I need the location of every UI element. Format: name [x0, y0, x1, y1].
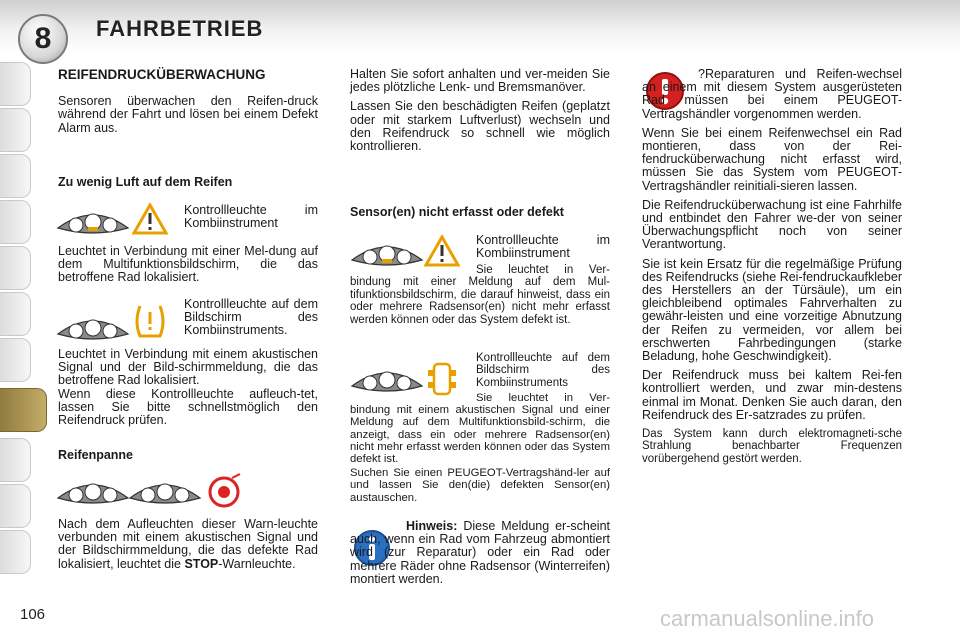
watermark: carmanualsonline.info	[660, 606, 875, 631]
tire-change-text: Wenn Sie bei einem Reifenwechsel ein Rad montieren, dass von der Rei-fendrucküberwachung nicht erfasst wird, müssen Sie das System vom PEUGEOT-Vertragshändler reinitiali-sieren lassen.	[642, 125, 902, 193]
warning-triangle-icon	[132, 202, 168, 236]
instrument-cluster-icon	[56, 208, 130, 236]
lamp2-text: Leuchtet in Verbindung mit einem akustischen Signal und der Bild-schirmmeldung, die das betroffene Rad lokalisiert.	[58, 347, 318, 388]
puncture-text	[58, 518, 318, 571]
puncture-text-b: -Warnleuchte.	[218, 556, 296, 571]
right-column	[642, 68, 902, 465]
hint-wrap	[350, 520, 610, 586]
chapter-tab[interactable]	[0, 200, 31, 244]
hint-body: Diese Meldung er-scheint auch, wenn ein Rad vom Fahrzeug abmontiert wird (zur Reparatur) oder ein Rad oder mehrere Räder ohne Radsensor (Winterreifen) montiert werden.	[350, 519, 610, 586]
chapter-tabs	[0, 62, 46, 582]
chapter-tab[interactable]	[0, 530, 31, 574]
chapter-tab-active[interactable]	[0, 388, 47, 432]
repair-warning: ?Reparaturen und Reifen-wechsel an einem mit diesem System ausgerüsteten Rad müssen bei einem PEUGEOT-Vertragshändler vorgenommen werden.	[642, 67, 902, 121]
sensor-lamp2-text: Sie leuchtet in Ver-bindung mit einem akustischen Signal und einer Meldung auf dem Multifunktionsbild-schirm, die anzeigt, dass ein oder mehrere Radsensor(en) nicht mehr erfasst werden können oder das System defekt ist.	[350, 392, 610, 466]
sensor-lamp1-label-wrap	[476, 234, 610, 260]
sensor-heading-wrap	[350, 206, 580, 219]
lamp2-text-wrap	[58, 348, 318, 427]
driver-aid-text: Die Reifendrucküberwachung ist eine Fahrhilfe und entbindet den Fahrer we-der von seiner Überwachungspflicht noch von seiner Verantwortung.	[642, 197, 902, 252]
lamp2-advice: Wenn diese Kontrollleuchte aufleuch-tet, lassen Sie bitte schnellstmöglich den Reifendruck prüfen.	[58, 386, 318, 428]
hint-label: Hinweis:	[406, 519, 458, 533]
sensor-replace-advice: Suchen Sie einen PEUGEOT-Vertragshänd-ler auf und lassen Sie den(die) defekten Sensor(en) austauschen.	[350, 467, 610, 504]
chapter-number: 8	[18, 14, 68, 64]
chapter-tab[interactable]	[0, 438, 31, 482]
low-pressure-heading: Zu wenig Luft auf dem Reifen	[58, 175, 233, 189]
instrument-cluster-icon	[128, 478, 202, 506]
sensor-lamp2-text-wrap	[350, 392, 610, 504]
chapter-tab[interactable]	[0, 62, 31, 106]
puncture-heading: Reifenpanne	[58, 448, 134, 462]
sensor-lamp2-label: Kontrollleuchte auf dem Bildschirm des Kombiinstruments	[476, 352, 610, 389]
chapter-tab[interactable]	[0, 246, 31, 290]
replace-advice: Lassen Sie den beschädigten Reifen (geplatzt oder mit starkem Luftverlust) wechseln und den Reifendruck so schnell wie möglich kontrollieren.	[350, 99, 610, 154]
regular-check-text: Sie ist kein Ersatz für die regelmäßige Prüfung des Reifendrucks (siehe Rei-fendruckaufkleber des Herstellers an der Türsäule), um ein gleichbleibend optimales Fahrverhalten zu gewähr-leisten und eine vorzeitige Abnutzung der Reifen zu vermeiden, vor allem bei erschwerten Fahrbedingungen (starke Beladung, hohe Geschwindigkeit).	[642, 256, 902, 364]
puncture-text-a: Nach dem Aufleuchten dieser Warn-leuchte verbunden mit einem akustischen Signal und der Bildschirmmeldung, die das defekte Rad lokalisiert, leuchtet die	[58, 517, 318, 571]
middle-column	[350, 68, 610, 153]
flat-tire-warning-icon	[206, 472, 244, 510]
sensor-lamp1-text-wrap	[350, 264, 610, 326]
instrument-cluster-icon	[56, 478, 130, 506]
cold-tire-text: Der Reifendruck muss bei kaltem Rei-fen kontrolliert werden, und zwar min-destens einmal im Monat. Denken Sie auch daran, den Reifendruck des Er-satzrades zu prüfen.	[642, 368, 902, 422]
lamp1-label-wrap	[184, 204, 318, 230]
tire-pressure-icon	[132, 302, 168, 342]
chapter-tab[interactable]	[0, 154, 31, 198]
sensor-lamp1-label: Kontrollleuchte im Kombiinstrument	[476, 233, 610, 261]
chapter-tab[interactable]	[0, 108, 31, 152]
puncture-text-wrap	[58, 518, 318, 571]
interference-text: Das System kann durch elektromagneti-sche Strahlung benachbarter Frequenzen vorübergehend gestört werden.	[642, 428, 902, 465]
puncture-heading-wrap	[58, 449, 318, 462]
left-column	[58, 68, 318, 135]
lamp2-label: Kontrollleuchte auf dem Bildschirm des Kombiinstruments.	[184, 297, 318, 338]
chapter-title: FAHRBETRIEB	[96, 16, 264, 41]
stop-advice: Halten Sie sofort anhalten und ver-meiden Sie jedes plötzliche Lenk- und Bremsmanöver.	[350, 67, 610, 95]
lamp1-text-wrap	[58, 245, 318, 285]
chapter-tab[interactable]	[0, 484, 31, 528]
instrument-cluster-icon	[56, 314, 130, 342]
lamp1-text: Leuchtet in Verbindung mit einer Mel-dung auf dem Multifunktionsbildschirm, die das betroffene Rad lokalisiert.	[58, 244, 318, 285]
section-title: REIFENDRUCKÜBERWACHUNG	[58, 67, 266, 82]
instrument-cluster-icon	[350, 366, 424, 394]
warning-triangle-icon	[424, 234, 460, 268]
low-pressure-heading-wrap	[58, 176, 318, 189]
hint-text	[350, 520, 610, 586]
lamp2-label-wrap	[184, 298, 318, 338]
chapter-tab[interactable]	[0, 338, 31, 382]
intro-text: Sensoren überwachen den Reifen-druck während der Fahrt und lösen bei einem Defekt Alarm aus.	[58, 94, 318, 135]
sensor-lamp1-text: Sie leuchtet in Ver-bindung mit einer Meldung auf dem Mul-tifunktionsbildschirm, die darauf hinweist, dass ein oder mehrere Radsensor(en) nicht mehr erfasst werden können oder das System defekt ist.	[350, 264, 610, 326]
lamp1-label: Kontrollleuchte im Kombiinstrument	[184, 203, 318, 231]
page-number: 106	[20, 606, 46, 623]
sensor-heading: Sensor(en) nicht erfasst oder defekt	[350, 205, 564, 219]
chapter-tab[interactable]	[0, 292, 31, 336]
stop-label: STOP	[184, 556, 219, 571]
sensor-lamp2-label-wrap	[476, 352, 610, 389]
